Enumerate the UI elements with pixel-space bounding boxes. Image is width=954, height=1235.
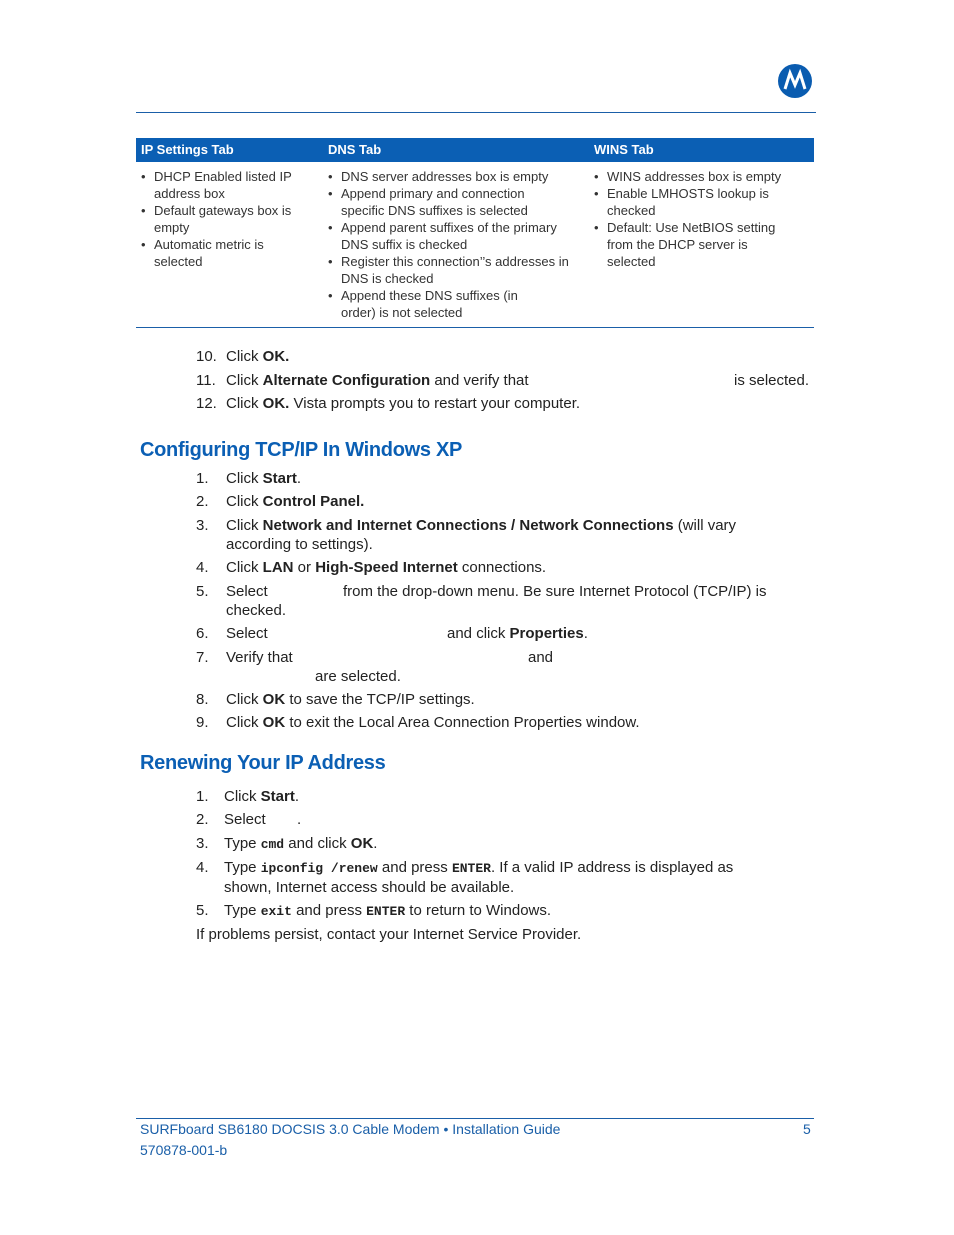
wins-cell <box>589 168 814 321</box>
list-item: • DHCP Enabled listed IP address box <box>154 168 304 202</box>
section-heading-renew: Renewing Your IP Address <box>140 752 386 774</box>
ip-settings-cell <box>136 168 323 321</box>
table-header-wins: WINS Tab <box>594 142 654 157</box>
list-item: • Append primary and connection specific DNS suffixes is selected <box>341 185 566 219</box>
list-item: • Append parent suffixes of the primary DNS suffix is checked <box>341 219 583 253</box>
list-item: • Enable LMHOSTS lookup is checked <box>607 185 787 219</box>
table-header-dns: DNS Tab <box>328 142 382 157</box>
list-item: • Default: Use NetBIOS setting from the DHCP server is selected <box>607 219 797 270</box>
footer-rule <box>136 1118 814 1119</box>
page-number: 5 <box>803 1121 811 1137</box>
closing-note: If problems persist, contact your Internet Service Provider. <box>196 926 582 943</box>
document-number: 570878-001-b <box>140 1142 228 1158</box>
section-heading-xp: Configuring TCP/IP In Windows XP <box>140 439 463 461</box>
table-header-row <box>136 138 814 162</box>
table-header-ip: IP Settings Tab <box>141 142 234 157</box>
header-rule <box>136 112 816 113</box>
list-item: • Register this connection’’s addresses in DNS is checked <box>341 253 581 287</box>
footer-title: SURFboard SB6180 DOCSIS 3.0 Cable Modem • Installation Guide <box>140 1121 561 1137</box>
list-item: • Append these DNS suffixes (in order) is not selected <box>341 287 541 321</box>
settings-table <box>136 138 814 328</box>
list-item: • WINS addresses box is empty <box>607 168 814 185</box>
list-item: • Default gateways box is empty <box>154 202 309 236</box>
table-row <box>136 162 814 327</box>
list-item: • DNS server addresses box is empty <box>341 168 589 185</box>
dns-cell <box>323 168 589 321</box>
list-item: • Automatic metric is selected <box>154 236 294 270</box>
motorola-logo <box>778 64 812 98</box>
